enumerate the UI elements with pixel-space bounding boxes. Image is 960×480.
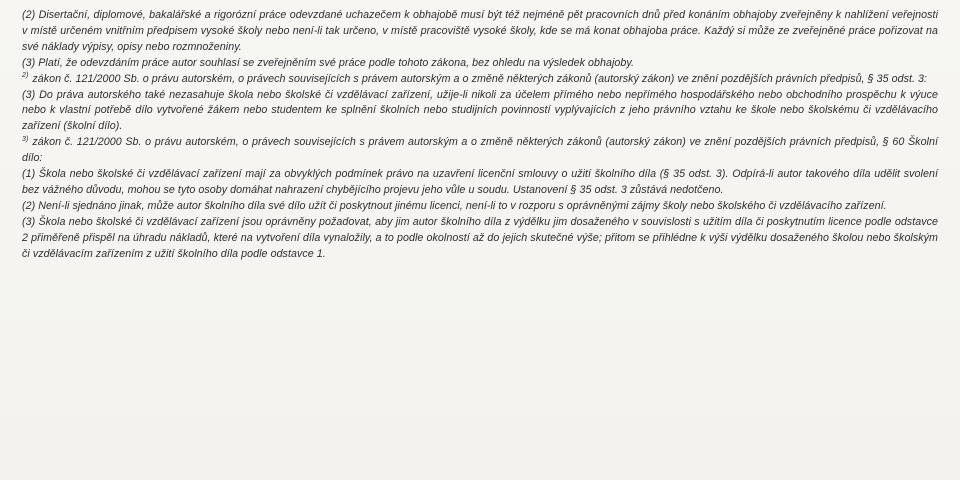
paragraph-license-right [22, 167, 938, 199]
paragraph-text: (3) Do práva autorského také nezasahuje škola nebo školské či vzdělávací zařízení, užije-li nikoli za účelem přímého nebo nepřímého hospodářského nebo obchodního prospěchu k výuce nebo k vlastní potřebě dílo vytvořené žákem nebo studentem ke splnění školních nebo studijních povinností vyplývajících z jeho právního vztahu ke škole nebo školskému či vzdělávacího zařízení (školní dílo). [22, 88, 938, 133]
paragraph-text: (3) Škola nebo školské či vzdělávací zařízení jsou oprávněny požadovat, aby jim autor školního díla z výdělku jim dosaženého v souvislosti s užitím díla či poskytnutím licence podle odstavce 2 přiměřeně přispěl na úhradu nákladů, které na vytvoření díla vynaložily, a to podle okolností až do jejich skutečné výše; přitom se přihlédne k výši výdělku dosaženého školou nebo školským či vzdělávacím zařízením z užití školního díla podle odstavce 1. [22, 215, 938, 260]
paragraph-text: (2) Není-li sjednáno jinak, může autor školního díla své dílo užít či poskytnout jinému licenci, není-li to v rozporu s oprávněnými zájmy školy nebo školského či vzdělávacího zařízení. [22, 199, 887, 212]
paragraph-author-use [22, 199, 938, 215]
footnote-3-heading [22, 135, 938, 167]
footnote-marker: 2) [22, 72, 29, 80]
footnote-2-heading [22, 72, 938, 88]
paragraph-text: zákon č. 121/2000 Sb. o právu autorském, o právech souvisejících s právem autorským a o změně některých zákonů (autorský zákon) ve znění pozdějších právních předpisů, § 35 odst. 3: [32, 72, 928, 85]
footnote-marker: 3) [22, 135, 29, 143]
paragraph-text: (3) Platí, že odevzdáním práce autor souhlasí se zveřejněním své práce podle tohoto zákona, bez ohledu na výsledek obhajoby. [22, 56, 634, 69]
paragraph-author-consent [22, 56, 938, 72]
paragraph-text: zákon č. 121/2000 Sb. o právu autorském, o právech souvisejících s právem autorským a o změně některých zákonů (autorský zákon) ve znění pozdějších právních předpisů, § 60 Školní dílo: [22, 136, 938, 165]
paragraph-text: (1) Škola nebo školské či vzdělávací zařízení mají za obvyklých podmínek právo na uzavření licenční smlouvy o užití školního díla (§ 35 odst. 3). Odpírá-li autor takového díla udělit svolení bez vážného důvodu, mohou se tyto osoby domáhat nahrazení chybějícího projevu jeho vůle u soudu. Ustanovení § 35 odst. 3 zůstává nedotčeno. [22, 168, 938, 196]
paragraph-thesis-publication [22, 8, 938, 56]
paragraph-text: (2) Disertační, diplomové, bakalářské a rigorózní práce odevzdané uchazečem k obhajobě musí být též nejméně pět pracovních dnů před konáním obhajoby zveřejněny k nahlížení veřejnosti v místě určeném vnitřním předpisem vysoké školy nebo není-li tak určeno, v místě pracoviště vysoké školy, kde se má konat obhajoba práce. Každý si může ze zveřejněné práce pořizovat na své náklady výpisy, opisy nebo rozmnoženiny. [22, 9, 938, 53]
paragraph-cost-contribution [22, 215, 938, 263]
paragraph-school-use [22, 88, 938, 136]
